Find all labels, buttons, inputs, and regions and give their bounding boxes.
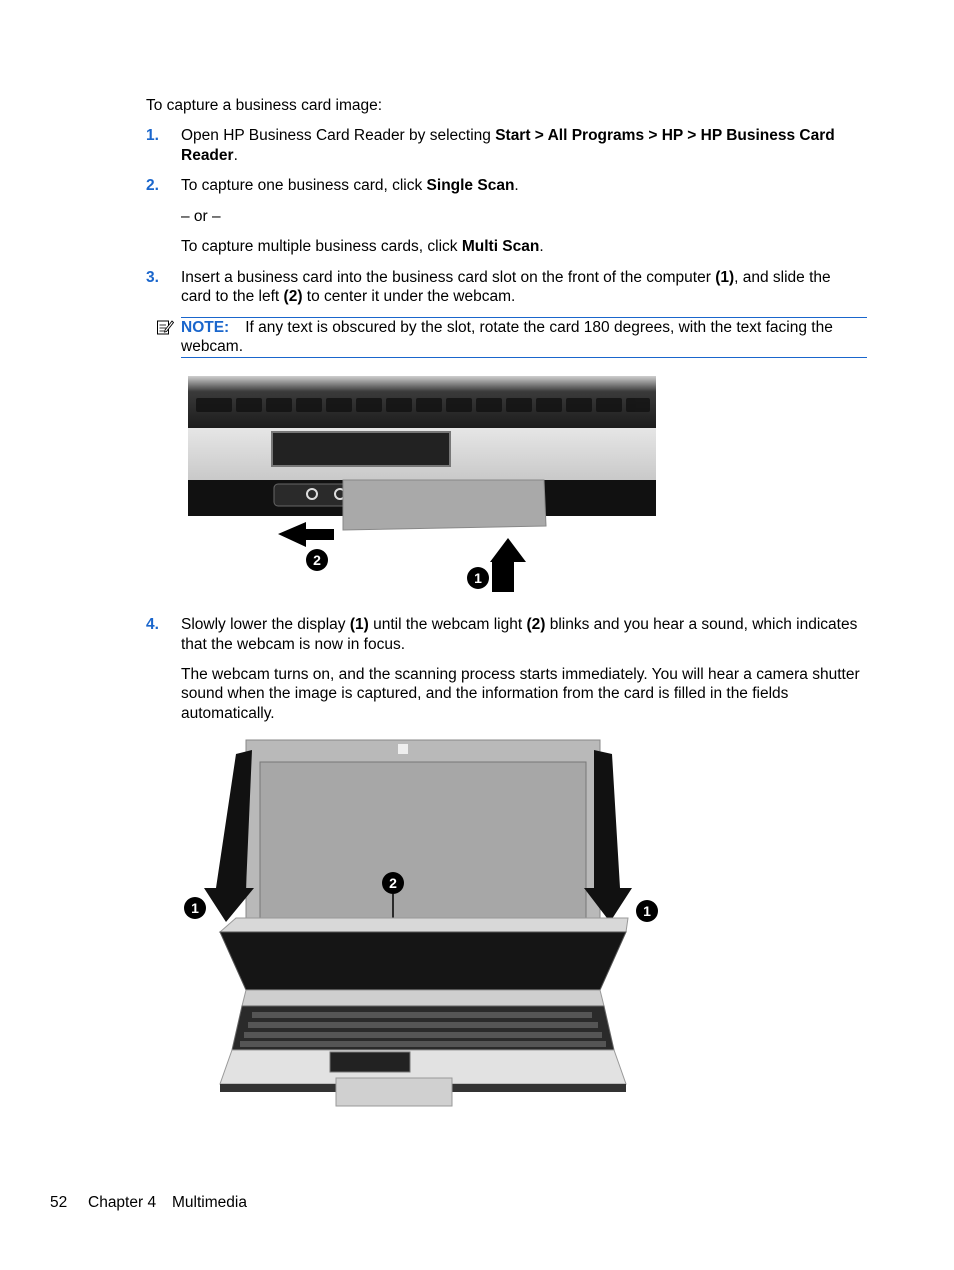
step-1-text: Open HP Business Card Reader by selecting Start > All Programs > HP > HP Business Card [181, 127, 835, 144]
touchpad [272, 432, 450, 466]
figure-laptop-lowering [180, 738, 660, 1110]
webcam-lens [398, 744, 408, 754]
step-4-number: 4. [146, 616, 159, 633]
hinge [242, 990, 604, 1006]
note-line1: NOTE: If any text is obscured by the slot, rotate the card 180 degrees, with the text facing the [181, 319, 833, 336]
display-screen-outline [260, 762, 586, 920]
step-3-number: 3. [146, 269, 159, 286]
step-3-text-line1: Insert a business card into the business card slot on the front of the computer (1), and slide the [181, 269, 831, 286]
display-bezel-top [220, 918, 628, 932]
callout-2: 2 [313, 552, 321, 568]
note-icon [156, 318, 174, 336]
arrow-left-icon [278, 522, 334, 547]
step-2-or: – or – [181, 208, 221, 225]
audio-jacks [274, 484, 354, 506]
step-1-number: 1. [146, 127, 159, 144]
step-4-para-line2: sound when the image is captured, and the information from the card is filled in the fields [181, 685, 789, 702]
step-4-text-line1: Slowly lower the display (1) until the webcam light (2) blinks and you hear a sound, which indicates [181, 616, 858, 633]
display-bezel [220, 932, 626, 990]
step-4-para-line1: The webcam turns on, and the scanning process starts immediately. You will hear a camera shutter [181, 666, 860, 683]
callout-2: 2 [389, 875, 397, 891]
figure-card-slot [180, 372, 660, 598]
step-4-text-line2: that the webcam is now in focus. [181, 636, 406, 653]
business-card [343, 480, 546, 530]
footer-page-number: 52 [50, 1194, 68, 1211]
callout-1: 1 [474, 570, 482, 586]
footer-chapter: Chapter 4 [88, 1194, 157, 1211]
step-3-text-line2: card to the left (2) to center it under the webcam. [181, 288, 516, 305]
note-label: NOTE: [181, 319, 230, 336]
intro-text: To capture a business card image: [146, 97, 383, 114]
arrow-down-left-icon [204, 750, 254, 922]
step-2-text: To capture one business card, click Single Scan. [181, 177, 519, 194]
business-card [336, 1078, 452, 1106]
step-2-alt-text: To capture multiple business cards, click Multi Scan. [181, 238, 544, 255]
callout-1-right: 1 [643, 903, 651, 919]
callout-1-left: 1 [191, 900, 199, 916]
footer-section: Multimedia [172, 1194, 247, 1211]
note-line2: webcam. [181, 338, 244, 355]
step-1-text-line2: Reader. [181, 147, 238, 164]
touchpad [330, 1052, 410, 1072]
step-4-para-line3: automatically. [181, 705, 275, 722]
step-2-number: 2. [146, 177, 159, 194]
